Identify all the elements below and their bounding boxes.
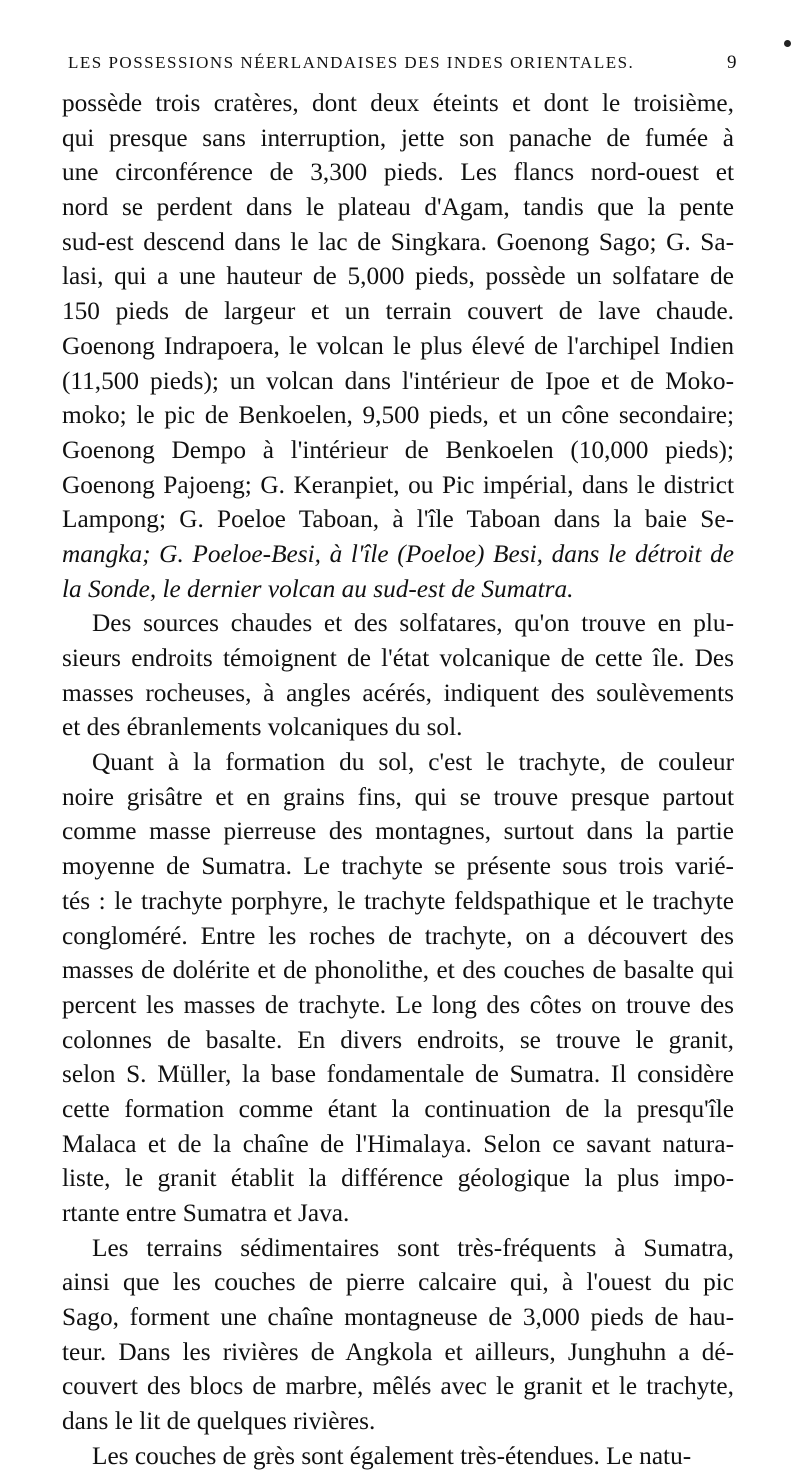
text-line: Lampong; G. Poeloe Taboan, à l'île Taboan dans la baie Se-: [62, 505, 734, 534]
text-line: possède trois cratères, dont deux éteints et dont le troisième,: [62, 89, 734, 117]
body-text: [62, 86, 734, 1474]
text-line: couvert des blocs de marbre, mêlés avec le granit et le trachyte,: [62, 1372, 734, 1401]
text-line: nord se perdent dans le plateau d'Agam, tandis que la pente: [62, 193, 734, 222]
text-line: Goenong Indrapoera, le volcan le plus élevé de l'archipel Indien: [62, 331, 734, 360]
text-line: percent les masses de trachyte. Le long des côtes on trouve des: [62, 990, 734, 1019]
page-number: 9: [727, 52, 738, 73]
text-line: tés : le trachyte porphyre, le trachyte feldspathique et le trachyte: [62, 886, 734, 915]
text-line: sieurs endroits témoignent de l'état volcanique de cette île. Des: [62, 644, 734, 672]
text-line: liste, le granit établit la différence géologique la plus impo-: [62, 1164, 734, 1193]
text-line: mangka; G. Poeloe-Besi, à l'île (Poeloe) Besi, dans le détroit de: [62, 539, 734, 568]
text-line: teur. Dans les rivières de Angkola et ailleurs, Junghuhn a dé-: [62, 1337, 734, 1366]
text-line: masses de dolérite et de phonolithe, et des couches de basalte qui: [62, 956, 734, 985]
paragraph: [62, 606, 734, 745]
text-line: masses rocheuses, à angles acérés, indiquent des soulèvements: [62, 678, 734, 707]
text-line: une circonférence de 3,300 pieds. Les flancs nord-ouest et: [62, 158, 734, 187]
text-line: colonnes de basalte. En divers endroits, se trouve le granit,: [62, 1025, 734, 1054]
text-line: congloméré. Entre les roches de trachyte, on a découvert des: [62, 921, 734, 950]
text-line: Goenong Pajoeng; G. Keranpiet, ou Pic impérial, dans le district: [62, 470, 734, 499]
paragraph: [62, 745, 734, 1231]
text-line: sud-est descend dans le lac de Singkara. Goenong Sago; G. Sa-: [62, 227, 734, 256]
text-line: cette formation comme étant la continuation de la presqu'île: [62, 1094, 734, 1123]
text-line: Les terrains sédimentaires sont très-fréquents à Sumatra,: [92, 1233, 734, 1262]
text-line: lasi, qui a une hauteur de 5,000 pieds, possède un solfatare de: [62, 262, 734, 291]
paragraph: [62, 1231, 734, 1439]
text-line: Les couches de grès sont également très-étendues. Le natu-: [92, 1441, 692, 1470]
text-line: rtante entre Sumatra et Java.: [62, 1199, 350, 1227]
book-page: [62, 52, 738, 1474]
text-line: (11,500 pieds); un volcan dans l'intérieur de Ipoe et de Moko-: [62, 366, 734, 395]
text-line: dans le lit de quelques rivières.: [62, 1407, 376, 1436]
text-line: 150 pieds de largeur et un terrain couvert de lave chaude.: [62, 297, 734, 326]
text-line: Malaca et de la chaîne de l'Himalaya. Selon ce savant natura-: [62, 1129, 734, 1158]
text-line: Goenong Dempo à l'intérieur de Benkoelen (10,000 pieds);: [62, 435, 734, 464]
ink-speck-mark: [784, 40, 791, 47]
text-line: noire grisâtre et en grains fins, qui se trouve presque partout: [62, 782, 734, 811]
text-line: comme masse pierreuse des montagnes, surtout dans la partie: [62, 817, 734, 846]
text-line: la Sonde, le dernier volcan au sud-est de Sumatra.: [62, 574, 574, 603]
text-line: selon S. Müller, la base fondamentale de Sumatra. Il considère: [62, 1060, 734, 1089]
text-line: Sago, forment une chaîne montagneuse de 3,000 pieds de hau-: [62, 1303, 734, 1332]
text-line: moyenne de Sumatra. Le trachyte se présente sous trois varié-: [62, 852, 734, 881]
text-line: Des sources chaudes et des solfatares, qu'on trouve en plu-: [92, 609, 734, 638]
text-line: Quant à la formation du sol, c'est le trachyte, de couleur: [92, 748, 734, 777]
text-line: ainsi que les couches de pierre calcaire qui, à l'ouest du pic: [62, 1268, 734, 1297]
text-line: qui presque sans interruption, jette son panache de fumée à: [62, 123, 734, 152]
text-line: moko; le pic de Benkoelen, 9,500 pieds, et un cône secondaire;: [62, 401, 734, 430]
paragraph: [62, 86, 734, 606]
page-header: [68, 52, 738, 86]
text-line: et des ébranlements volcaniques du sol.: [62, 713, 463, 742]
running-title: LES POSSESSIONS NÉERLANDAISES DES INDES ORIENTALES.: [68, 53, 635, 72]
paragraph: [62, 1439, 734, 1474]
